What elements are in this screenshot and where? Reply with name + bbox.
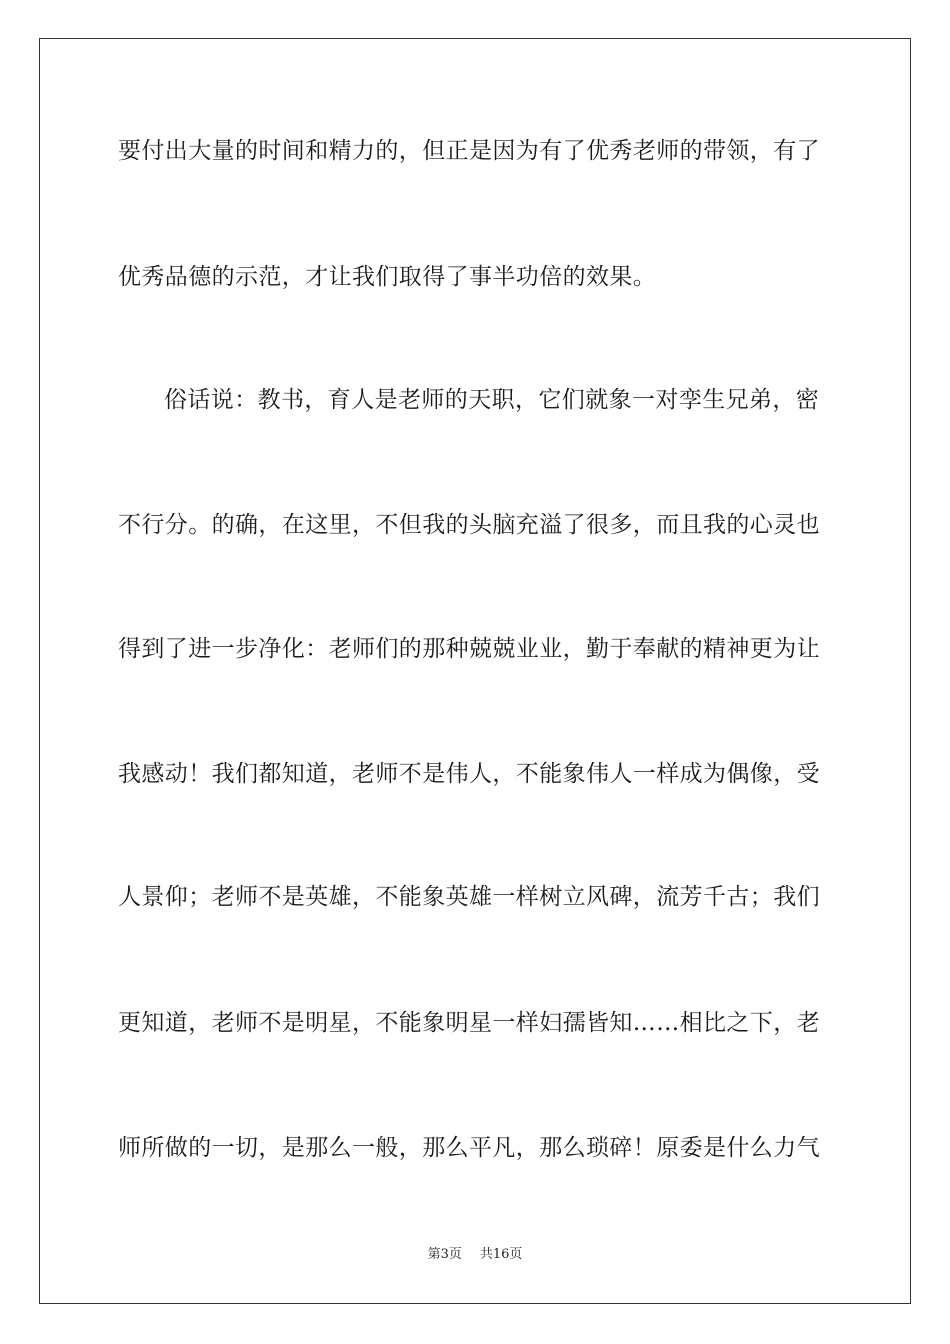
text-line: 人景仰；老师不是英雄，不能象英雄一样树立风碑，流芳千古；我们	[118, 884, 820, 910]
page-footer	[0, 1246, 950, 1264]
text-line: 不行分。的确，在这里，不但我的头脑充溢了很多，而且我的心灵也	[118, 512, 820, 538]
text-line: 更知道，老师不是明星，不能象明星一样妇孺皆知……相比之下，老	[118, 1010, 820, 1036]
text-line: 优秀品德的示范，才让我们取得了事半功倍的效果。	[118, 264, 657, 290]
page-border	[39, 38, 911, 1304]
page-number: 第3页	[427, 1247, 462, 1262]
text-line: 师所做的一切，是那么一般，那么平凡，那么琐碎！原委是什么力气	[118, 1135, 820, 1161]
page-total: 共16页	[479, 1247, 523, 1262]
text-line: 我感动！我们都知道，老师不是伟人，不能象伟人一样成为偶像，受	[118, 761, 820, 787]
text-line: 要付出大量的时间和精力的，但正是因为有了优秀老师的带领，有了	[118, 138, 820, 164]
paragraph-first-line: 俗话说：教书，育人是老师的天职，它们就象一对孪生兄弟，密	[164, 387, 820, 413]
text-line: 得到了进一步净化：老师们的那种兢兢业业，勤于奉献的精神更为让	[118, 636, 820, 662]
